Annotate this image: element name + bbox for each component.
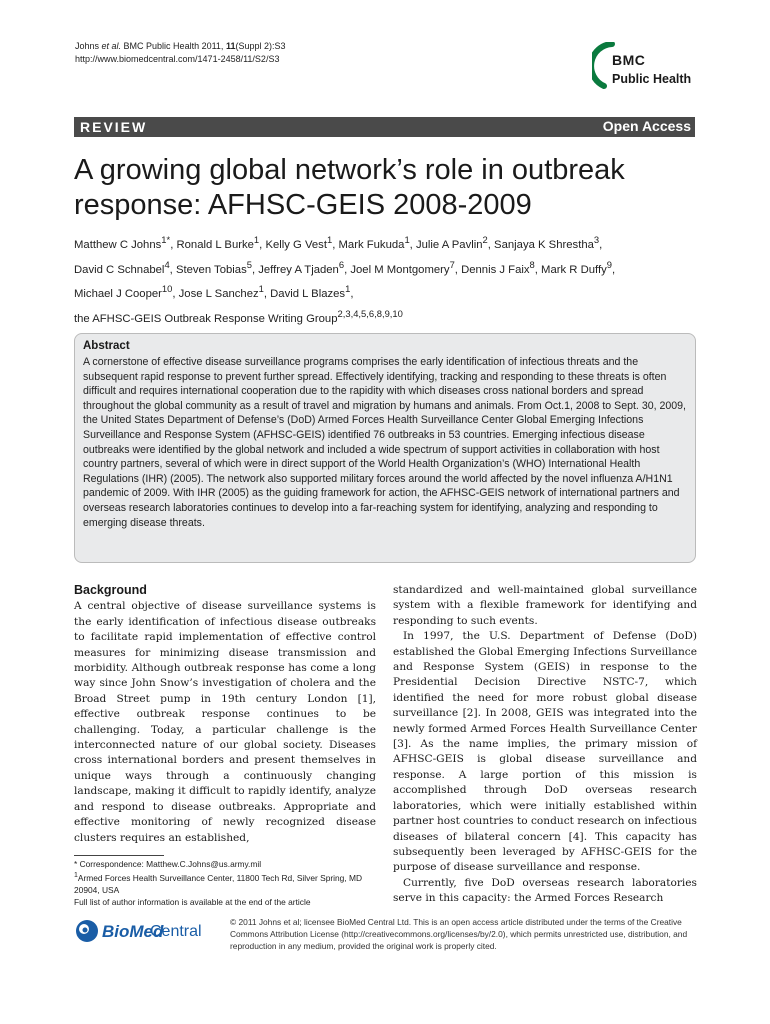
author[interactable]: Dennis J Faix$^8$, [461, 258, 542, 276]
citation-line [75, 40, 285, 53]
article-type-label: REVIEW [80, 119, 148, 135]
biomed-central-logo [74, 918, 224, 948]
author[interactable]: Sanjaya K Shrestha$^3$, [494, 234, 603, 251]
footnote-divider [74, 855, 164, 856]
logo-biomed-text: BioMed [102, 922, 164, 941]
biomed-central-emblem-icon [74, 918, 100, 944]
footnotes [74, 858, 379, 908]
author[interactable]: Matthew C Johns$^{1*}$, [74, 234, 177, 251]
logo-arc-icon [592, 42, 616, 94]
author[interactable]: Steven Tobias$^5$, [175, 258, 259, 276]
body-column-right [393, 583, 697, 907]
body-paragraph: standardized and well-maintained global surveillance system with a flexible framework for identifying and responding to such events. [393, 584, 697, 627]
author[interactable]: Joel M Montgomery$^7$, [350, 258, 462, 276]
citation-etal: et al. [101, 41, 122, 51]
logo-line2: Public Health [612, 72, 692, 86]
author[interactable]: David L Blazes$^1$, [270, 283, 354, 301]
author[interactable]: Jeffrey A Tjaden$^6$, [258, 258, 351, 276]
citation-issue: (Suppl 2):S3 [235, 41, 286, 51]
body-paragraph: In 1997, the U.S. Department of Defense (DoD) established the Global Emerging Infections Surveillance and Response System (GEIS) in response to the Presidential Decision Directive NSTC-7, which identified the need for more robust global disease surveillance [2]. In 2008, GEIS was integrated into the newly formed Armed Forces Health Surveillance Center [3]. As the name implies, the primary mission of AFHSC-GEIS is global disease surveillance and response. A large portion of this mission is accomplished through DoD overseas research laboratories, which were initially established within partner host countries to conduct research on infectious diseases of bilateral concern [4]. This capacity has subsequently been leveraged by AFHSC-GEIS for the purpose of disease surveillance and response. [393, 630, 697, 874]
author-list [74, 230, 699, 329]
author[interactable]: David C Schnabel$^4$, [74, 258, 176, 276]
author[interactable]: Kelly G Vest$^1$, [265, 234, 339, 251]
author[interactable]: Mark R Duffy$^9$, [541, 258, 616, 276]
citation-journal: BMC Public Health 2011, [121, 41, 226, 51]
bmc-public-health-logo [592, 42, 702, 94]
article-title: A growing global network’s role in outbreak response: AFHSC-GEIS 2008-2009 [74, 154, 625, 221]
open-access-label: Open Access [602, 118, 691, 134]
abstract-text: A cornerstone of effective disease surveillance programs comprises the early identification of infectious threats and the subsequent rapid response to prevent further spread. Effectively identifying, tracking and responding to these threats is often difficult and requires international cooperation due to the rapidity with which diseases cross national borders and spread throughout the global community as a result of travel and migration by humans and animals. From Oct.1, 2008 to Sept. 30, 2009, the United States Department of Defense’s (DoD) Armed Forces Health Surveillance Center Global Emerging Infections Surveillance and Response System (AFHSC-GEIS) identified 76 outbreaks in 53 countries. Emerging infectious disease outbreaks were identified by the global network and included a wide spectrum of support activities in collaboration with host country partners, several of which were in direct support of the World Health Organization’s (WHO) International Health Regulations (IHR) (2005). The network also supported military forces around the world affected by the novel influenza A/H1N1 pandemic of 2009. With IHR (2005) as the guiding framework for action, the AFHSC-GEIS network of international partners and overseas research laboratories continues to develop into a far-reaching system for identifying, analyzing and responding to emerging disease threats. [83, 356, 687, 529]
author-info-note: Full list of author information is available at the end of the article [74, 896, 311, 907]
license-statement: © 2011 Johns et al; licensee BioMed Central Ltd. This is an open access article distributed under the terms of the Creative Commons Attribution License (http://creativecommons.org/licenses/by/2.0), which permits unrestricted use, distribution, and reproduction in any medium, provided the original work is properly cited. [230, 917, 688, 952]
author-group[interactable]: the AFHSC-GEIS Outbreak Response Writing Group$^{2,3,4,5,6,8,9,10}$ [74, 308, 403, 326]
logo-central-text: Central [150, 923, 202, 940]
logo-line1: BMC [612, 52, 646, 68]
correspondence-note: * Correspondence: Matthew.C.Johns@us.army.mil [74, 859, 262, 869]
body-column-left [74, 583, 376, 846]
article-url[interactable]: http://www.biomedcentral.com/1471-2458/11/S2/S3 [75, 54, 280, 64]
author[interactable]: Jose L Sanchez$^1$, [178, 283, 271, 301]
author[interactable]: Michael J Cooper$^{10}$, [74, 283, 179, 301]
affiliation-note: $^1$Armed Forces Health Surveillance Center, 11800 Tech Rd, Silver Spring, MD 20904, USA [74, 872, 362, 895]
author[interactable]: Mark Fukuda$^1$, [338, 234, 416, 251]
abstract-box [74, 333, 696, 563]
article-type-banner [74, 117, 695, 137]
abstract-heading: Abstract [83, 340, 130, 352]
citation-authors: Johns [75, 41, 102, 51]
author[interactable]: Julie A Pavlin$^2$, [415, 234, 495, 251]
section-heading-background: Background [74, 583, 147, 597]
author[interactable]: Ronald L Burke$^1$, [176, 234, 266, 251]
body-paragraph: A central objective of disease surveillance systems is the early identification of infectious disease outbreaks to facilitate rapid implementation of effective control measures for minimizing disease transmission and morbidity. Although outbreak response has come a long way since John Snow’s investigation of cholera and the Broad Street pump in 19th century London [1], effective outbreak response continues to be challenging. Today, a particular challenge is the interconnected nature of our global society. Diseases cross international borders and present themselves in unique ways through a continuously changing landscape, making it difficult to rapidly identify, analyze and respond to disease outbreaks. Appropriate and effective monitoring of newly recognized disease clusters requires an established, [74, 600, 376, 844]
body-paragraph: Currently, five DoD overseas research laboratories serve in this capacity: the Armed Forces Research [393, 876, 697, 905]
citation-volume: 11 [225, 41, 236, 51]
citation-header [75, 40, 285, 66]
